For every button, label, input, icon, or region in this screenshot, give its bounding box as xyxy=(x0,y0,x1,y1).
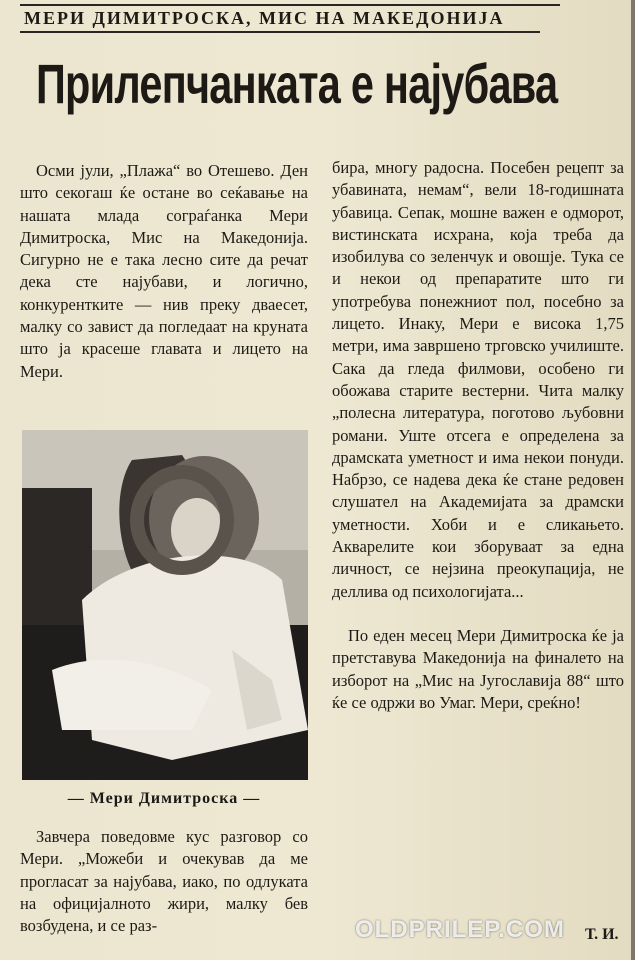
portrait-photo xyxy=(22,430,308,780)
left-column-top xyxy=(20,160,308,383)
headline: Прилепчанката е најубава xyxy=(36,52,558,115)
page-edge xyxy=(631,0,635,960)
left-column-bottom xyxy=(20,826,308,937)
author-signature: Т. И. xyxy=(585,926,619,943)
kicker: МЕРИ ДИМИТРОСКА, МИС НА МАКЕДОНИЈА xyxy=(24,8,505,28)
top-rule xyxy=(20,4,560,6)
paragraph: По еден месец Мери Димитроска ќе ја претставува Македонија на финалето на изборот на „Мис на Југославија 88“ што ќе се одржи во Умаг. Мери, среќно! xyxy=(332,625,624,712)
watermark: OLDPRILEP.COM xyxy=(355,916,565,943)
photo-image xyxy=(22,430,308,780)
photo-caption: — Мери Димитроска — xyxy=(67,790,261,807)
kicker-rule xyxy=(20,31,540,33)
paragraph: бирa, многу радосна. Посебен рецепт за убавината, немам“, вели 18-годишната убавица. Сепак, мошне важен е одморот, вистинската исхрана, која треба да изобилува со зеленчук и овошје. Тука се и некои од препаратите што ги употребува понежниот пол, посебно за лицето. Инаку, Мери е висока 1,75 метри, има завршено трговско училиште. Сака да гледа филмови, особено ги обожава старите вестерни. Чита малку „полесна литература, поготово љубовни романи. Уште отсега е определена за драмската уметност и има некои понуди. Набрзо, се надева дека ќе стане редовен слушател на Академијата за драмски уметности. Хоби и е сликањето. Акварелите кои зборуваат за една личност, се нејзина преокупација, не деллива од психологијата... xyxy=(332,158,624,601)
right-column xyxy=(332,157,624,714)
paragraph: Завчера поведовме кус разговор со Мери. „Можеби и очекував да ме прогласат за најубава, иако, по одлуката на официјалното жири, малку бев возбудена, и се раз- xyxy=(20,827,308,936)
paragraph: Осми јули, „Плажа“ во Отешево. Ден што секогаш ќе остане во сеќавање на нашата млада сограѓанка Мери Димитроска, Мис на Македонија. Сигурно не е така лесно сите да речат дека сте најубави, и логично, конкурентките — нив преку дваесет, малку со завист да погледаат на круната што ја красеше главата и лицето на Мери. xyxy=(20,161,308,381)
